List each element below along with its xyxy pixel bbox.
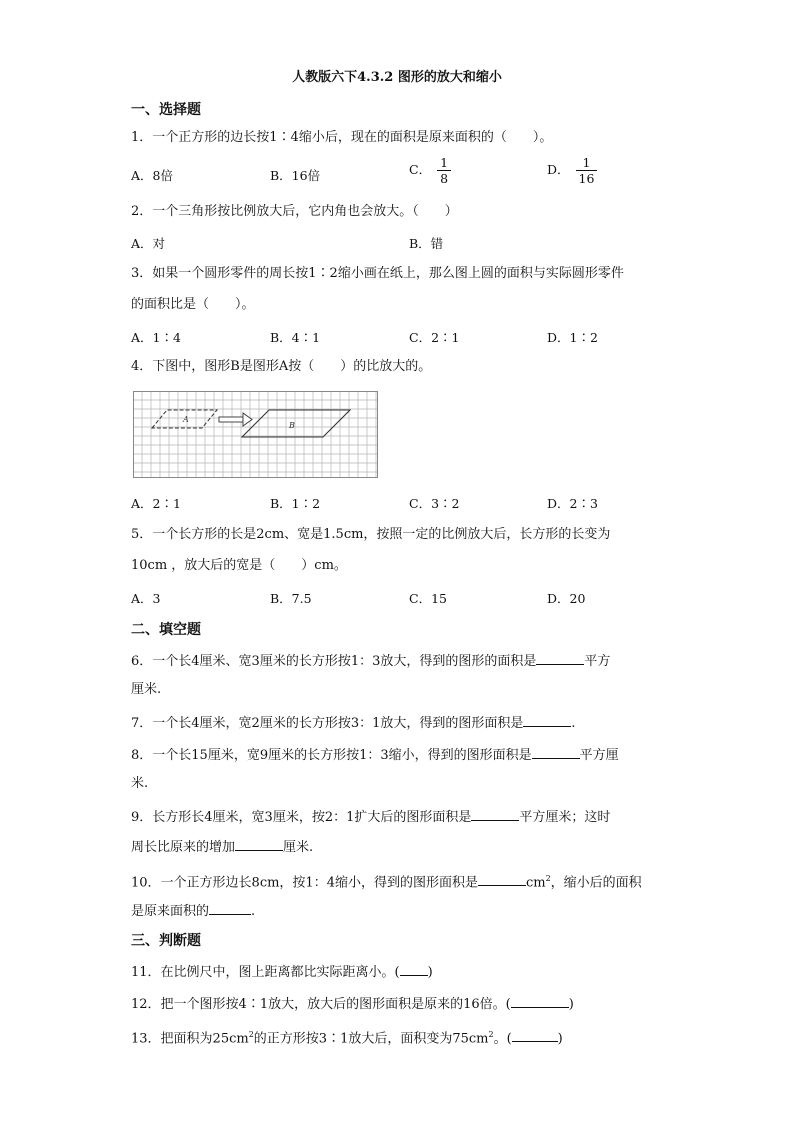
q1-option-d-fraction: [576, 155, 598, 186]
answer-blank[interactable]: [511, 993, 569, 1008]
grid-figure: [133, 391, 379, 479]
answer-blank[interactable]: [471, 806, 519, 821]
q5-option-a[interactable]: A．3: [131, 591, 161, 606]
fraction-denominator: 16: [578, 171, 595, 186]
answer-blank[interactable]: [523, 712, 571, 727]
grid-border: [134, 392, 378, 478]
q5-option-c[interactable]: C．15: [409, 591, 447, 606]
q10-text-b: ，缩小后的面积: [550, 875, 642, 891]
q13-text-b: 的正方形按3∶1放大后，面积变为75cm: [253, 1031, 489, 1047]
answer-blank[interactable]: [536, 650, 584, 665]
question-9-line1: [131, 806, 610, 828]
q6-text-b: 平方: [584, 654, 611, 669]
q8-text-a: 8．一个长15厘米，宽9厘米的长方形按1：3缩小，得到的图形面积是: [131, 748, 532, 763]
question-11-text: [131, 961, 433, 983]
fraction-denominator: 8: [440, 171, 449, 186]
document-title: 人教版六下4.3.2 图形的放大和缩小: [292, 70, 502, 85]
q1-option-c-label: C．: [409, 162, 432, 177]
question-6-line1: [131, 650, 610, 672]
q4-option-a[interactable]: A．2∶1: [131, 496, 181, 511]
question-3-line1: 3．如果一个圆形零件的周长按1∶2缩小画在纸上，那么图上圆的面积与实际圆形零件: [131, 266, 624, 281]
q9-text-a: 9．长方形长4厘米，宽3厘米，按2：1扩大后的图形面积是: [131, 810, 472, 825]
q13-text-c: 。(: [493, 1031, 512, 1047]
question-1-text: 1．一个正方形的边长按1∶4缩小后，现在的面积是原来面积的（ ）。: [131, 130, 553, 145]
q8-text-b: 平方厘: [579, 748, 619, 763]
q7-text-a: 7．一个长4厘米，宽2厘米的长方形按3：1放大，得到的图形面积是: [131, 716, 524, 731]
q10-line2-b: .: [251, 904, 256, 919]
q7-text-b: .: [571, 716, 576, 731]
answer-blank[interactable]: [400, 961, 428, 976]
q12-text-b: ): [568, 997, 574, 1012]
question-9-line2: [131, 836, 313, 858]
q10-line2-a: 是原来面积的: [131, 904, 210, 919]
q10-unit: cm: [525, 875, 546, 891]
q9-text-b: 平方厘米；这时: [519, 810, 611, 825]
q1-option-a[interactable]: A．8倍: [131, 168, 173, 183]
question-8-line2: 米.: [131, 776, 149, 791]
q3-option-b[interactable]: B．4∶1: [270, 330, 321, 345]
q4-option-b[interactable]: B．1∶2: [270, 496, 321, 511]
shape-b-label: B: [289, 421, 295, 430]
q9-line2-b: 厘米.: [283, 840, 314, 855]
q1-option-c-fraction: [437, 155, 451, 186]
q13-sup-1: 2: [248, 1030, 254, 1039]
q3-option-d[interactable]: D．1∶2: [547, 330, 598, 345]
grid-lines: [133, 391, 378, 478]
fraction-numerator: 1: [576, 155, 598, 171]
q3-option-a[interactable]: A．1∶4: [131, 330, 181, 345]
q9-line2-a: 周长比原来的增加: [131, 840, 236, 855]
q4-option-d[interactable]: D．2∶3: [547, 496, 598, 511]
q2-option-a[interactable]: A．对: [131, 236, 166, 251]
fraction-numerator: 1: [437, 155, 451, 171]
q1-option-d[interactable]: [547, 155, 597, 186]
q5-option-d[interactable]: D．20: [547, 591, 586, 606]
question-2-text: 2．一个三角形按比例放大后，它内角也会放大。（ ）: [131, 204, 458, 219]
section-heading-fill: 二、填空题: [131, 622, 201, 638]
q1-option-b[interactable]: B．16倍: [270, 168, 321, 183]
q1-option-d-label: D．: [547, 162, 570, 177]
question-4-text: 4．下图中，图形B是图形A按（ ）的比放大的。: [131, 359, 432, 374]
q10-text-a: 10．一个正方形边长8cm，按1：4缩小，得到的图形面积是: [131, 875, 478, 891]
question-7-text: [131, 712, 576, 734]
question-8-line1: [131, 744, 619, 766]
answer-blank[interactable]: [532, 744, 580, 759]
q4-option-c[interactable]: C．3∶2: [409, 496, 460, 511]
q13-sup-2: 2: [488, 1030, 494, 1039]
section-heading-judge: 三、判断题: [131, 933, 201, 949]
q2-option-b[interactable]: B．错: [409, 236, 444, 251]
question-10-line2: [131, 900, 255, 922]
answer-blank[interactable]: [209, 900, 251, 915]
question-10-line1: [131, 869, 642, 893]
question-13-text: [131, 1025, 563, 1049]
q6-text-a: 6．一个长4厘米、宽3厘米的长方形按1：3放大，得到的图形的面积是: [131, 654, 537, 669]
q11-text-a: 11．在比例尺中，图上距离都比实际距离小。(: [131, 965, 400, 980]
question-3-line2: 的面积比是（ ）。: [131, 297, 255, 312]
q13-text-d: ): [557, 1031, 563, 1047]
shape-b-parallelogram: [242, 410, 350, 437]
q1-option-c[interactable]: [409, 155, 451, 186]
question-6-line2: 厘米.: [131, 682, 162, 697]
q5-option-b[interactable]: B．7.5: [270, 591, 312, 606]
section-heading-choice: 一、选择题: [131, 102, 201, 118]
q11-text-b: ): [427, 965, 433, 980]
question-5-line1: 5．一个长方形的长是2cm、宽是1.5cm，按照一定的比例放大后，长方形的长变为: [131, 527, 611, 542]
answer-blank[interactable]: [512, 1027, 558, 1042]
arrow-icon: [219, 413, 252, 426]
q10-unit-sup: 2: [545, 874, 551, 883]
answer-blank[interactable]: [478, 871, 526, 886]
q3-option-c[interactable]: C．2∶1: [409, 330, 460, 345]
answer-blank[interactable]: [235, 836, 283, 851]
q13-text-a: 13．把面积为25cm: [131, 1031, 249, 1047]
shape-a-label: A: [183, 415, 189, 424]
q12-text-a: 12．把一个图形按4∶1放大，放大后的图形面积是原来的16倍。(: [131, 997, 511, 1012]
question-5-line2: 10cm ，放大后的宽是（ ）cm。: [131, 558, 347, 573]
question-12-text: [131, 993, 574, 1015]
